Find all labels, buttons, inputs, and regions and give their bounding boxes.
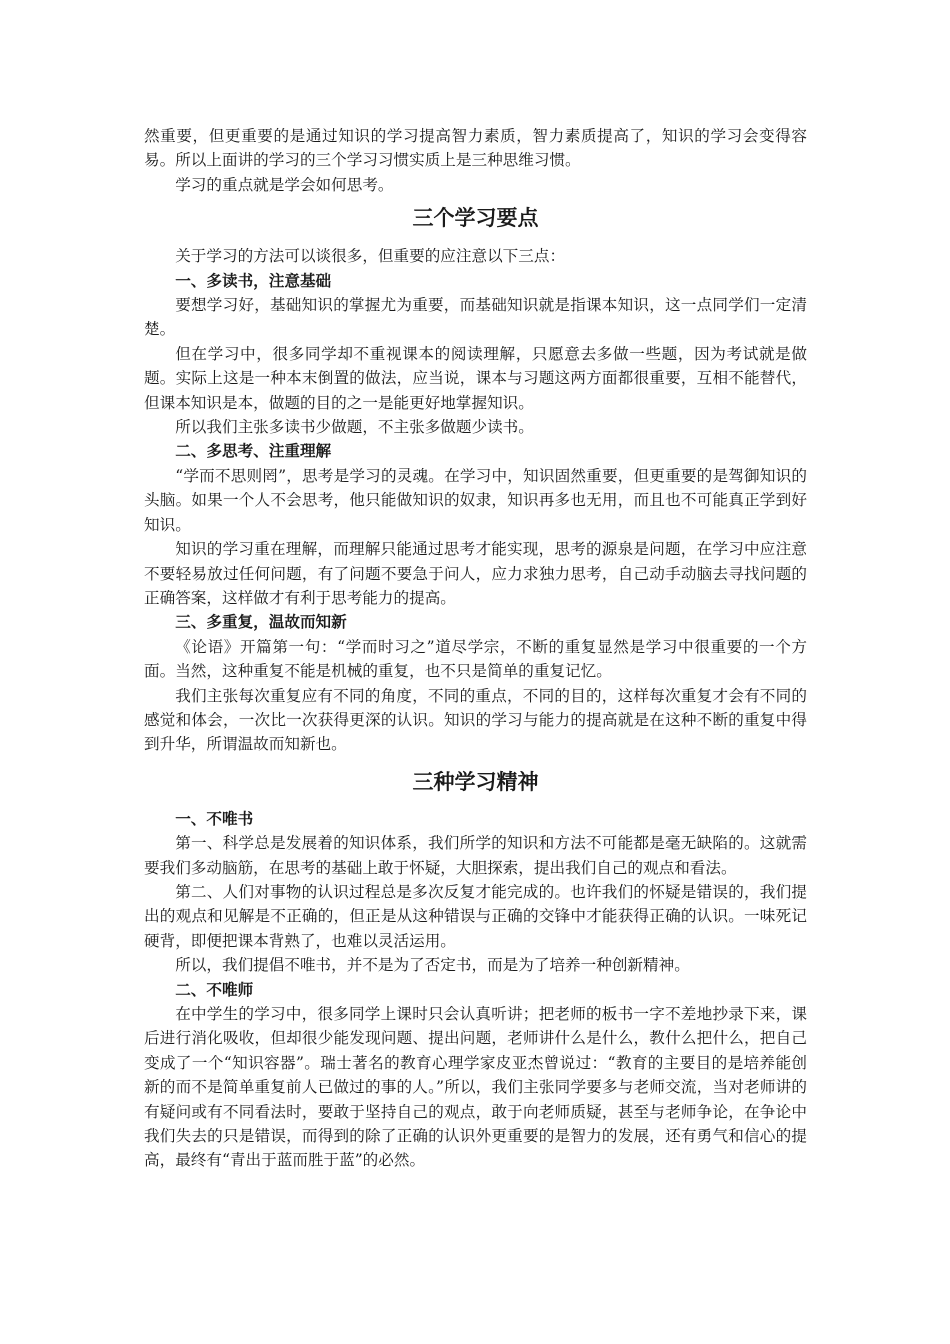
paragraph: 我们主张每次重复应有不同的角度，不同的重点，不同的目的，这样每次重复才会有不同的感觉和体会，一次比一次获得更深的认识。知识的学习与能力的提高就是在这种不断的重复中得到升华，所谓温故而知新也。 xyxy=(144,686,807,754)
section-title-study-spirits: 三种学习精神 xyxy=(412,769,539,794)
paragraph: 知识的学习重在理解，而理解只能通过思考才能实现，思考的源泉是问题，在学习中应注意不要轻易放过任何问题，有了问题不要急于问人，应力求独力思考，自己动手动脑去寻找问题的正确答案，这样做才有利于思考能力的提高。 xyxy=(144,540,807,607)
paragraph-continued: 然重要，但更重要的是通过知识的学习提高智力素质，智力素质提高了，知识的学习会变得容易。所以上面讲的学习的三个学习习惯实质上是三种思维习惯。 xyxy=(144,127,807,170)
subheading-not-only-books: 一、不唯书 xyxy=(175,809,254,828)
paragraph: “学而不思则罔”，思考是学习的灵魂。在学习中，知识固然重要，但更重要的是驾御知识的头脑。如果一个人不会思考，他只能做知识的奴隶，知识再多也无用，而且也不可能真正学到好知识。 xyxy=(144,466,807,534)
paragraph: 所以我们主张多读书少做题，不主张多做题少读书。 xyxy=(175,418,534,437)
paragraph: 第一、科学总是发展着的知识体系，我们所学的知识和方法不可能都是毫无缺陷的。这就需要我们多动脑筋，在思考的基础上敢于怀疑，大胆探索，提出我们自己的观点和看法。 xyxy=(144,834,807,877)
paragraph: 第二、人们对事物的认识过程总是多次反复才能完成的。也许我们的怀疑是错误的，我们提出的观点和见解是不正确的，但正是从这种错误与正确的交锋中才能获得正确的认识。一味死记硬背，即便把课本背熟了，也难以灵活运用。 xyxy=(144,882,807,950)
subheading-read-more: 一、多读书，注意基础 xyxy=(175,271,332,290)
section-intro: 关于学习的方法可以谈很多，但重要的应注意以下三点： xyxy=(175,247,566,266)
paragraph: 学习的重点就是学会如何思考。 xyxy=(175,175,394,194)
paragraph: 《论语》开篇第一句：“学而时习之”道尽学宗，不断的重复显然是学习中很重要的一个方面。当然，这种重复不能是机械的重复，也不只是简单的重复记忆。 xyxy=(144,637,807,681)
section-title-study-points: 三个学习要点 xyxy=(412,206,539,231)
paragraph: 所以，我们提倡不唯书，并不是为了否定书，而是为了培养一种创新精神。 xyxy=(175,956,690,975)
paragraph: 在中学生的学习中，很多同学上课时只会认真听讲；把老师的板书一字不差地抄录下来，课后进行消化吸收，但却很少能发现问题、提出问题，老师讲什么是什么，教什么把什么，把自己变成了一个“知识容器”。瑞士著名的教育心理学家皮亚杰曾说过：“教育的主要目的是培养能创新的而不是简单重复前人已做过的事的人。”所以，我们主张同学要多与老师交流，当对老师讲的有疑问或有不同看法时，要敢于坚持自己的观点，敢于向老师质疑，甚至与老师争论，在争论中我们失去的只是错误，而得到的除了正确的认识外更重要的是智力的发展，还有勇气和信心的提高，最终有“青出于蓝而胜于蓝”的必然。 xyxy=(144,1005,807,1170)
paragraph: 要想学习好，基础知识的掌握尤为重要，而基础知识就是指课本知识，这一点同学们一定清楚。 xyxy=(144,296,807,339)
subheading-think-more: 二、多思考、注重理解 xyxy=(175,442,332,461)
subheading-not-only-teachers: 二、不唯师 xyxy=(175,980,254,999)
subheading-repeat-more: 三、多重复，温故而知新 xyxy=(175,613,347,632)
paragraph: 但在学习中，很多同学却不重视课本的阅读理解，只愿意去多做一些题，因为考试就是做题。实际上这是一种本末倒置的做法，应当说，课本与习题这两方面都很重要，互相不能替代，但课本知识是本，做题的目的之一是能更好地掌握知识。 xyxy=(144,344,807,412)
